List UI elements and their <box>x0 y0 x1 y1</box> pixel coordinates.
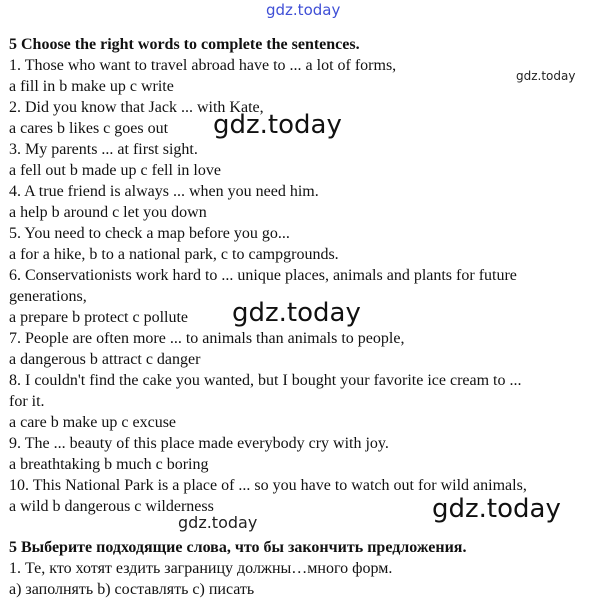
exercise-heading: 5 Choose the right words to complete the sentences. <box>9 36 360 53</box>
exercise-line: a fill in b make up c write <box>9 78 174 95</box>
translation-heading: 5 Выберите подходящие слова, что бы закончить предложения. <box>9 539 467 556</box>
exercise-line: a dangerous b attract c danger <box>9 351 201 368</box>
exercise-line: a cares b likes c goes out <box>9 120 169 137</box>
exercise-line: 1. Those who want to travel abroad have to ... a lot of forms, <box>9 57 397 74</box>
watermark-large: gdz.today <box>432 494 561 524</box>
watermark-small: gdz.today <box>516 69 576 83</box>
exercise-line: 10. This National Park is a place of ... so you have to watch out for wild animals, <box>9 477 527 494</box>
exercise-line: 5. You need to check a map before you go... <box>9 225 290 242</box>
exercise-line: for it. <box>9 393 45 410</box>
exercise-line: a fell out b made up c fell in love <box>9 162 221 179</box>
exercise-line: a help b around c let you down <box>9 204 207 221</box>
exercise-line: 6. Conservationists work hard to ... unique places, animals and plants for future <box>9 267 517 284</box>
exercise-line: 2. Did you know that Jack ... with Kate, <box>9 99 264 116</box>
exercise-line: generations, <box>9 288 87 305</box>
translation-line: 1. Те, кто хотят ездить заграницу должны…много форм. <box>9 560 393 577</box>
exercise-line: a prepare b protect c pollute <box>9 309 189 326</box>
translation-line: а) заполнять b) составлять с) писать <box>9 581 255 598</box>
exercise-line: 8. I couldn't find the cake you wanted, but I bought your favorite ice cream to ... <box>9 372 522 389</box>
exercise-line: 9. The ... beauty of this place made everybody cry with joy. <box>9 435 389 452</box>
exercise-line: a breathtaking b much c boring <box>9 456 209 473</box>
exercise-line: 3. My parents ... at first sight. <box>9 141 198 158</box>
watermark-large: gdz.today <box>232 298 361 328</box>
exercise-line: 4. A true friend is always ... when you need him. <box>9 183 319 200</box>
watermark-medium: gdz.today <box>178 513 258 532</box>
exercise-line: a for a hike, b to a national park, c to campgrounds. <box>9 246 339 263</box>
exercise-line: 7. People are often more ... to animals than animals to people, <box>9 330 405 347</box>
exercise-line: a wild b dangerous c wilderness <box>9 498 214 515</box>
watermark-top: gdz.today <box>266 1 341 19</box>
exercise-line: a care b make up c excuse <box>9 414 177 431</box>
watermark-large: gdz.today <box>213 110 342 140</box>
